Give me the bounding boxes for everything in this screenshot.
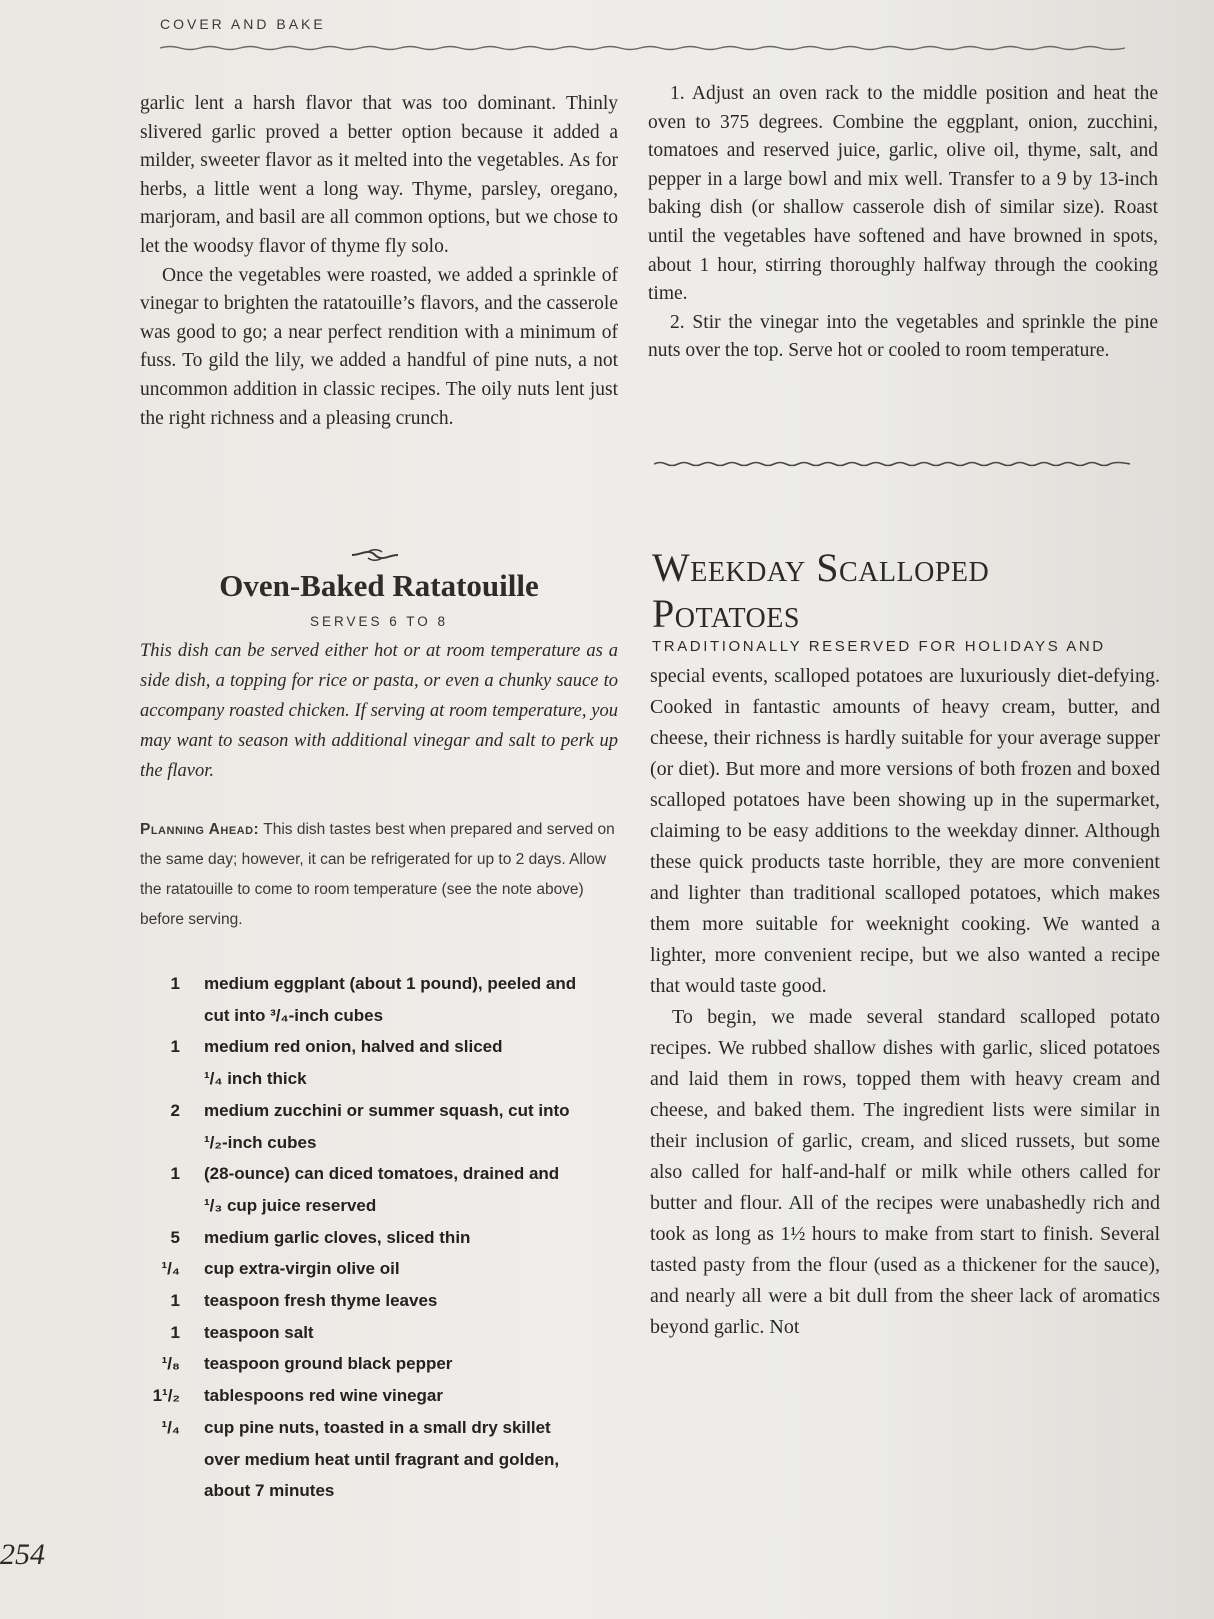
section-title xyxy=(652,545,1152,637)
ingredient-text: cup pine nuts, toasted in a small dry skillet xyxy=(204,1417,551,1437)
planning-text xyxy=(140,815,618,935)
ingredient-qty: ¹/₄ xyxy=(161,1417,180,1437)
recipe-serves: SERVES 6 TO 8 xyxy=(309,614,449,629)
ingredient-text: tablespoons red wine vinegar xyxy=(204,1386,444,1406)
ingredient-text: cut into ³/₄-inch cubes xyxy=(204,1005,384,1025)
recipe-step: 2. Stir the vinegar into the vegetables and sprinkle the pine nuts over the top. Serve hot or cooled to room temperature. xyxy=(648,311,1158,362)
ingredient-text: medium garlic cloves, sliced thin xyxy=(204,1227,471,1247)
ingredient-qty: 2 xyxy=(170,1100,180,1120)
ingredient-qty: 1 xyxy=(170,974,180,993)
ingredient-item xyxy=(128,1412,618,1507)
ingredient-text: cup extra-virgin olive oil xyxy=(204,1259,400,1279)
section-paragraph: special events, scalloped potatoes are luxuriously diet-defying. Cooked in fantastic amounts of heavy cream, butter, and cheese, their richness is hardly suitable for your average supper (or diet). But more and more versions of both frozen and boxed scalloped potatoes have been showing up in the supermarket, claiming to be easy additions to the weekday dinner. Although these quick products taste horrible, they are more convenient and lighter than traditional scalloped potatoes, which makes them more suitable for weeknight cooking. We wanted a lighter, more convenient recipe, but we also wanted a recipe that would taste good. xyxy=(650,665,1160,997)
planning-body: This dish tastes best when prepared and served on the same day; however, it can be refrigerated for up to 2 days. Allow the ratatouille to come to room temperature (see the note above) before serving. xyxy=(140,821,615,928)
recipe-headnote xyxy=(140,636,618,786)
ingredient-item xyxy=(128,1317,618,1349)
ingredient-qty: 1¹/₂ xyxy=(152,1386,180,1406)
header-rule xyxy=(160,44,1125,52)
ingredient-item xyxy=(128,1253,618,1285)
section-title-line: Potatoes xyxy=(652,591,800,636)
ingredient-item xyxy=(128,968,618,1031)
planning-label: Planning Ahead: xyxy=(140,821,260,838)
page-number: 254 xyxy=(0,1538,45,1571)
section-paragraph: To begin, we made several standard scalloped potato recipes. We rubbed shallow dishes with garlic, sliced potatoes and laid them in rows, topped them with heavy cream and cheese, and baked them. The ingredient lists were similar in their inclusion of garlic, cream, and sliced russets, but some also called for half-and-half or milk while others called for butter and flour. All of the recipes were unabashedly rich and took as long as 1½ hours to make from start to finish. Several tasted pasty from the flour (used as a thickener for the sauce), and nearly all were a bit dull from the sheer lack of aromatics beyond garlic. Not xyxy=(650,1006,1160,1338)
ingredient-qty: 1 xyxy=(170,1164,180,1184)
ingredient-text: medium red onion, halved and sliced xyxy=(204,1037,503,1057)
ingredient-item xyxy=(128,1095,618,1158)
ingredient-qty: 1 xyxy=(170,1291,180,1311)
ingredient-item xyxy=(128,1158,618,1221)
section-lead-in: TRADITIONALLY RESERVED FOR HOLIDAYS AND xyxy=(652,638,1106,655)
intro-paragraph: garlic lent a harsh flavor that was too dominant. Thinly slivered garlic proved a better option because it added a milder, sweeter flavor as it melted into the vegetables. As for herbs, a little went a long way. Thyme, parsley, oregano, marjoram, and basil are all common options, but we chose to let the woodsy flavor of thyme fly solo. xyxy=(140,93,618,257)
ingredient-item xyxy=(128,1285,618,1317)
ingredient-text: medium eggplant (about 1 pound), peeled and xyxy=(204,974,577,993)
section-body xyxy=(650,661,1160,1343)
ingredient-qty: 5 xyxy=(170,1227,180,1247)
ingredient-text: over medium heat until fragrant and golden, xyxy=(204,1449,560,1469)
recipe-step: 1. Adjust an oven rack to the middle position and heat the oven to 375 degrees. Combine the eggplant, onion, zucchini, tomatoes and reserved juice, garlic, olive oil, thyme, salt, and pepper in a large bowl and mix well. Transfer to a 9 by 13-inch baking dish (or shallow casserole dish of similar size). Roast until the vegetables have softened and have browned in spots, about 1 hour, stirring thoroughly halfway through the cooking time. xyxy=(648,83,1158,305)
ingredient-text: ¹/₂-inch cubes xyxy=(204,1132,317,1152)
recipe-steps xyxy=(648,80,1158,366)
steps-end-rule xyxy=(654,460,1130,468)
headnote-text: This dish can be served either hot or at room temperature as a side dish, a topping for rice or pasta, or even a chunky sauce to accompany roasted chicken. If serving at room temperature, you may want to season with additional vinegar and salt to perk up the flavor. xyxy=(140,641,618,781)
recipe-title: Oven-Baked Ratatouille xyxy=(219,568,539,603)
ingredient-item xyxy=(128,1222,618,1254)
ingredient-text: ¹/₃ cup juice reserved xyxy=(204,1195,377,1215)
ingredient-qty: 1 xyxy=(170,1037,180,1057)
ingredient-list xyxy=(128,968,618,1507)
ingredient-text: teaspoon fresh thyme leaves xyxy=(204,1291,438,1311)
running-header: COVER AND BAKE xyxy=(160,16,326,32)
ingredient-item xyxy=(128,1031,618,1094)
ingredient-text: (28-ounce) can diced tomatoes, drained and xyxy=(204,1164,560,1184)
ingredient-qty: ¹/₈ xyxy=(161,1354,180,1374)
ingredient-item xyxy=(128,1380,618,1412)
planning-ahead xyxy=(140,815,618,935)
ornament-icon xyxy=(350,546,400,564)
intro-text xyxy=(140,90,618,433)
intro-paragraph: Once the vegetables were roasted, we added a sprinkle of vinegar to brighten the ratatouille’s flavors, and the casserole was good to go; a near perfect rendition with a minimum of fuss. To gild the lily, we added a handful of pine nuts, a not uncommon addition in classic recipes. The oily nuts lent just the right richness and a pleasing crunch. xyxy=(140,264,618,429)
ingredient-qty: ¹/₄ xyxy=(161,1259,180,1279)
ingredient-qty: 1 xyxy=(170,1322,180,1342)
ingredient-text: teaspoon salt xyxy=(204,1322,314,1342)
section-title-line: Weekday Scalloped xyxy=(652,545,990,590)
ingredient-text: about 7 minutes xyxy=(204,1481,335,1501)
ingredient-text: ¹/₄ inch thick xyxy=(204,1069,307,1089)
ingredient-text: teaspoon ground black pepper xyxy=(204,1354,453,1374)
ingredient-text: medium zucchini or summer squash, cut into xyxy=(204,1100,570,1120)
ingredient-item xyxy=(128,1348,618,1380)
